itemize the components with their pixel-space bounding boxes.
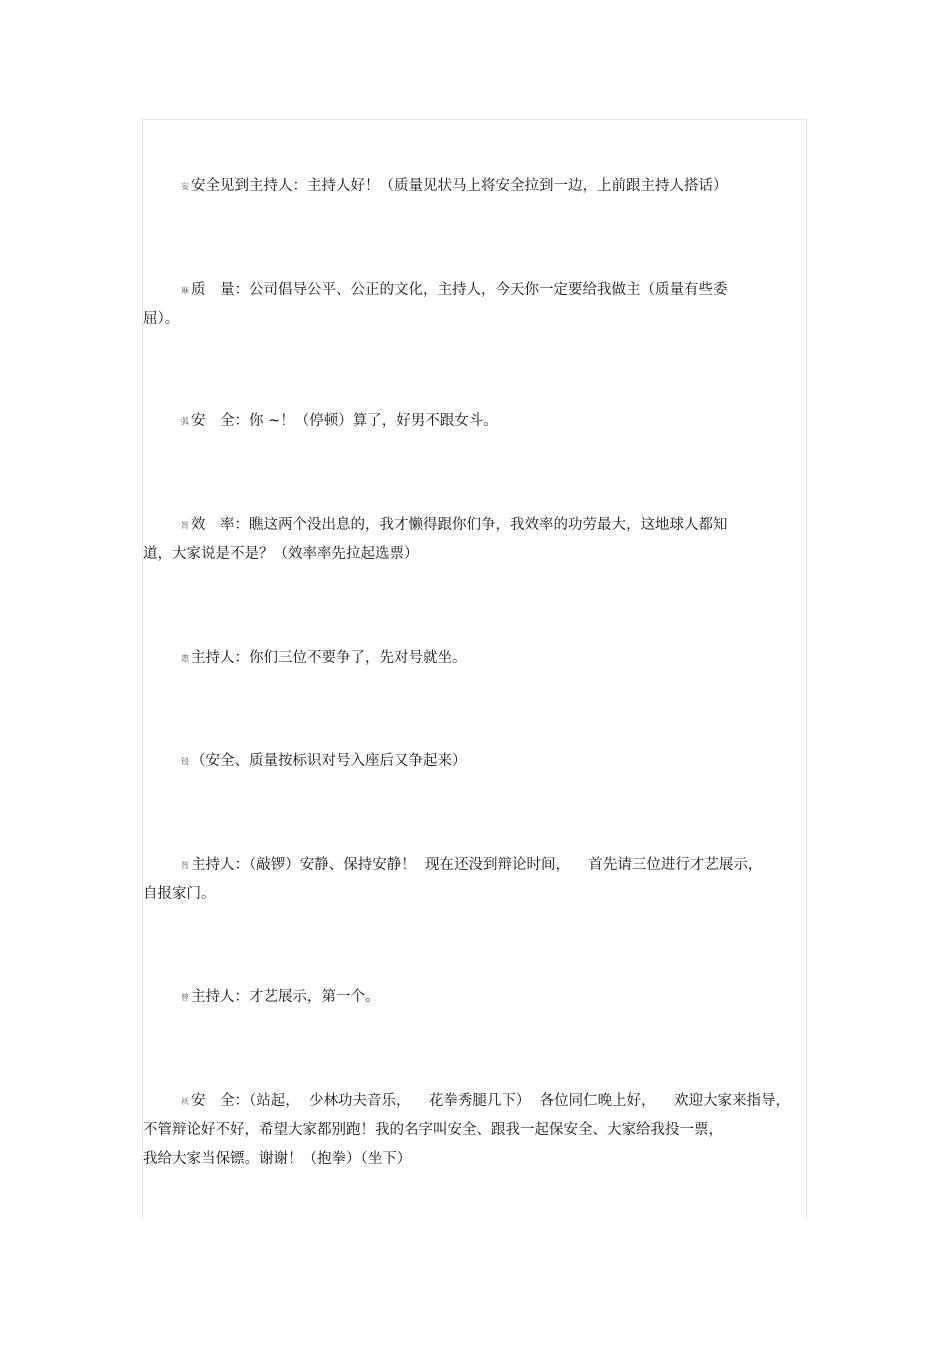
- paragraph-text: 主持人：才艺展示，第一个。: [191, 989, 380, 1005]
- paragraph-line: 我给大家当保镖。谢谢！（抱拳）（坐下）: [143, 1151, 412, 1167]
- dialogue-paragraph-1: [143, 172, 803, 201]
- paragraph-marker: 祆: [181, 1097, 189, 1106]
- dialogue-paragraph-4: [143, 511, 803, 569]
- paragraph-text: 主持人：你们三位不要争了，先对号就坐。: [191, 650, 467, 666]
- dialogue-paragraph-3: [143, 407, 803, 436]
- dialogue-paragraph-2: [143, 276, 803, 334]
- paragraph-marker: 麻: [181, 286, 189, 295]
- dialogue-paragraph-8: [143, 983, 803, 1012]
- paragraph-line: [143, 644, 803, 673]
- dialogue-paragraph-7: [143, 851, 803, 909]
- paragraph-text: 主持人：（敲锣）安静、保持安静！ 现在还没到辩论时间， 首先请三位进行才艺展示，: [191, 857, 763, 873]
- paragraph-line: [143, 1087, 803, 1116]
- paragraph-line: [143, 276, 803, 305]
- paragraph-text: 质 量：公司倡导公平、公正的文化，主持人，今天你一定要给我做主（质量有些委: [191, 282, 728, 298]
- dialogue-paragraph-9: [143, 1087, 803, 1174]
- paragraph-text: 安 全：你 ~！（停顿）算了，好男不跟女斗。: [191, 413, 498, 429]
- paragraph-line: [143, 747, 803, 776]
- paragraph-line: 道，大家说是不是？（效率率先拉起选票）: [143, 546, 419, 562]
- paragraph-text: 安 全：（站起， 少林功夫音乐， 花拳秀腿几下） 各位同仁晚上好， 欢迎大家来指导，: [191, 1093, 791, 1109]
- paragraph-line: 自报家门。: [143, 886, 216, 902]
- paragraph-marker: 筲: [181, 521, 189, 530]
- paragraph-marker: 惠: [181, 654, 189, 663]
- paragraph-marker: 弧: [181, 417, 189, 426]
- paragraph-text: 安全见到主持人：主持人好！（质量见状马上将安全拉到一边，上前跟主持人搭话）: [191, 178, 728, 194]
- paragraph-marker: 妄: [181, 182, 189, 191]
- paragraph-text: （安全、质量按标识对号入座后又争起来）: [191, 753, 467, 769]
- paragraph-text: 效 率：瞧这两个没出息的，我才懒得跟你们争，我效率的功劳最大，这地球人都知: [191, 517, 728, 533]
- paragraph-marker: 锓: [181, 757, 189, 766]
- paragraph-line: [143, 983, 803, 1012]
- paragraph-line: 屈）。: [143, 311, 180, 327]
- paragraph-line: [143, 407, 803, 436]
- paragraph-line: [143, 172, 803, 201]
- paragraph-marker: 曾: [181, 993, 189, 1002]
- paragraph-line: 不管辩论好不好，希望大家都别跑！我的名字叫安全、跟我一起保安全、大家给我投一票，: [143, 1122, 723, 1138]
- dialogue-paragraph-6: [143, 747, 803, 776]
- paragraph-marker: 筲: [181, 861, 189, 870]
- dialogue-paragraph-5: [143, 644, 803, 673]
- paragraph-line: [143, 511, 803, 540]
- paragraph-line: [143, 851, 803, 880]
